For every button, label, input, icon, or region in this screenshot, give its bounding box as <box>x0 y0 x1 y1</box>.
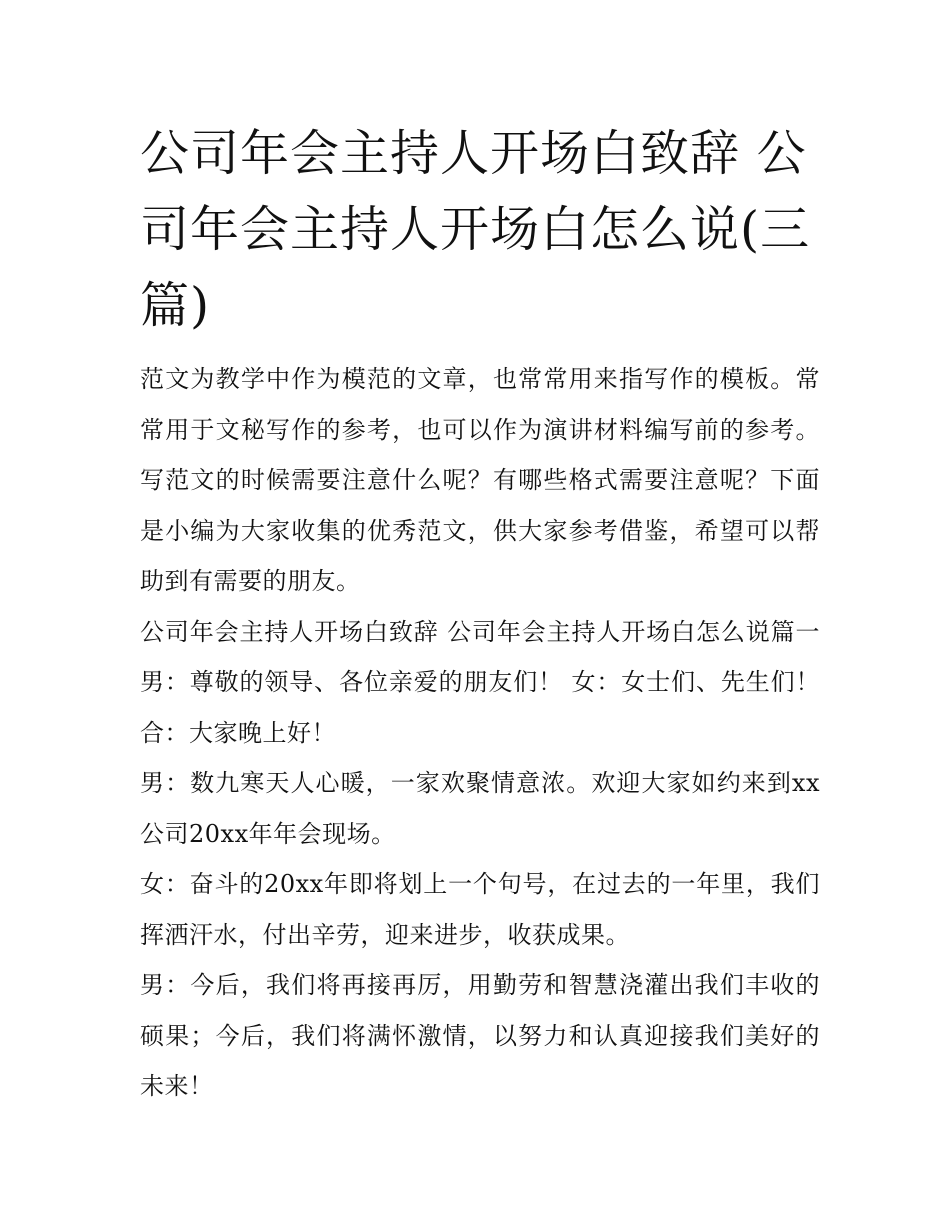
paragraph-female-1: 女：奋斗的20xx年即将划上一个句号，在过去的一年里，我们挥洒汗水，付出辛劳，迎来进步，收获成果。 <box>140 870 820 949</box>
document-body <box>140 354 820 1112</box>
paragraph-intro: 范文为教学中作为模范的文章，也常常用来指写作的模板。常常用于文秘写作的参考，也可以作为演讲材料编写前的参考。写范文的时候需要注意什么呢？有哪些格式需要注意呢？下面是小编为大家收集的优秀范文，供大家参考借鉴，希望可以帮助到有需要的朋友。 <box>140 365 820 595</box>
paragraph-opening: 公司年会主持人开场白致辞 公司年会主持人开场白怎么说篇一 男：尊敬的领导、各位亲爱的朋友们！ 女：女士们、先生们！ 合：大家晚上好！ <box>140 617 820 747</box>
document-title: 公司年会主持人开场白致辞 公司年会主持人开场白怎么说(三篇) <box>140 125 811 334</box>
paragraph-male-2: 男：今后，我们将再接再厉，用勤劳和智慧浇灌出我们丰收的硕果；今后，我们将满怀激情，以努力和认真迎接我们美好的未来！ <box>140 971 820 1100</box>
paragraph-male-1: 男：数九寒天人心暖，一家欢聚情意浓。欢迎大家如约来到xx公司20xx年年会现场。 <box>140 769 820 848</box>
